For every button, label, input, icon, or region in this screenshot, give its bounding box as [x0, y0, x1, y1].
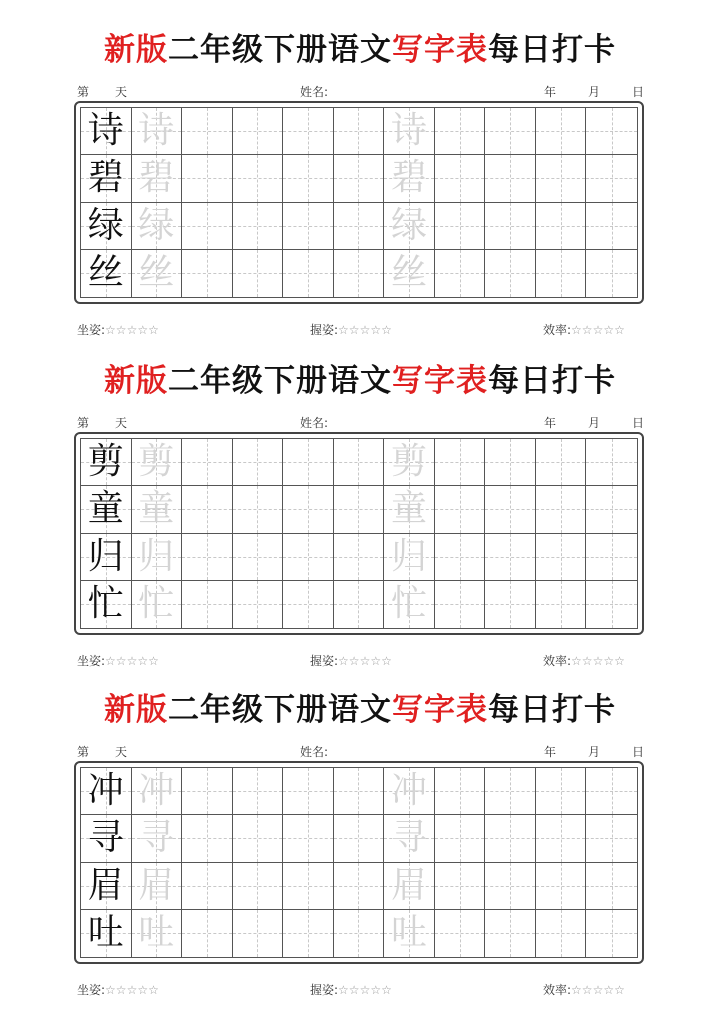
trace-character: 碧	[391, 157, 428, 199]
trace-character: 眉	[391, 864, 428, 906]
grid-cell[interactable]	[485, 581, 536, 628]
grid-cell[interactable]	[81, 486, 132, 533]
grid-cell[interactable]	[536, 439, 587, 486]
grid-cell[interactable]	[182, 486, 233, 533]
trace-character: 寻	[138, 817, 175, 859]
grid-cell[interactable]	[435, 439, 486, 486]
trace-character: 归	[391, 535, 428, 577]
grid-cell[interactable]	[233, 108, 284, 155]
grid-cell[interactable]	[435, 155, 486, 202]
grid-cell[interactable]	[132, 815, 183, 862]
title-part-grade: 二年级下册语文	[168, 692, 392, 728]
model-character: 童	[87, 488, 124, 530]
grid-cell[interactable]	[233, 581, 284, 628]
month-label: 月	[588, 745, 601, 759]
grid-cell[interactable]	[81, 768, 132, 815]
grid-cell[interactable]	[283, 910, 334, 957]
trace-character: 丝	[138, 252, 175, 294]
grid-cell[interactable]	[485, 250, 536, 297]
posture-stars[interactable]: ☆☆☆☆☆	[105, 323, 159, 337]
worksheet-title	[0, 30, 720, 70]
day-suffix: 天	[115, 416, 128, 430]
trace-character: 吐	[391, 912, 428, 954]
grid-cell[interactable]	[536, 534, 587, 581]
grid-cell[interactable]	[283, 155, 334, 202]
date-label	[544, 743, 644, 760]
grid-cell[interactable]	[586, 534, 637, 581]
trace-character: 吐	[138, 912, 175, 954]
posture-label: 坐姿:	[77, 654, 106, 668]
grid-cell[interactable]	[586, 486, 637, 533]
grid-cell[interactable]	[435, 250, 486, 297]
grid-cell[interactable]	[586, 768, 637, 815]
grid-cell[interactable]	[536, 863, 587, 910]
posture-rating	[77, 321, 159, 338]
grid-cell[interactable]	[384, 203, 435, 250]
writing-grid	[74, 432, 644, 635]
trace-character: 诗	[391, 110, 428, 152]
grid-cell[interactable]	[132, 581, 183, 628]
grid-cell[interactable]	[586, 581, 637, 628]
day-prefix: 第	[77, 85, 90, 99]
grid-cell[interactable]	[283, 815, 334, 862]
day-prefix: 第	[77, 745, 90, 759]
grid-cell[interactable]	[384, 250, 435, 297]
grid-cell[interactable]	[485, 439, 536, 486]
grid-cell[interactable]	[233, 910, 284, 957]
grid-cell[interactable]	[536, 155, 587, 202]
grid-cell[interactable]	[384, 486, 435, 533]
grid-cell[interactable]	[435, 815, 486, 862]
grid-cell[interactable]	[283, 534, 334, 581]
grid-cell[interactable]	[536, 768, 587, 815]
title-part-new: 新版	[104, 363, 168, 399]
grid-cell[interactable]	[334, 815, 385, 862]
grid-cell[interactable]	[81, 815, 132, 862]
efficiency-stars[interactable]: ☆☆☆☆☆	[571, 983, 625, 997]
grid-cell[interactable]	[132, 910, 183, 957]
grip-label: 握姿:	[310, 323, 339, 337]
grid-cell[interactable]	[81, 155, 132, 202]
name-label: 姓名:	[300, 85, 329, 99]
month-label: 月	[588, 85, 601, 99]
name-label: 姓名:	[300, 416, 329, 430]
date-label	[544, 83, 644, 100]
model-character: 剪	[87, 441, 124, 483]
title-part-checkin: 每日打卡	[488, 692, 616, 728]
trace-character: 冲	[138, 770, 175, 812]
grid-cell[interactable]	[182, 108, 233, 155]
model-character: 归	[87, 535, 124, 577]
model-character: 眉	[87, 864, 124, 906]
grid-cell[interactable]	[384, 863, 435, 910]
trace-character: 忙	[138, 583, 175, 625]
title-part-grade: 二年级下册语文	[168, 32, 392, 68]
grid-cell[interactable]	[283, 108, 334, 155]
grid-cell[interactable]	[182, 863, 233, 910]
grid-cell[interactable]	[586, 439, 637, 486]
grid-cell[interactable]	[586, 250, 637, 297]
grid-cell[interactable]	[536, 486, 587, 533]
grid-cell[interactable]	[283, 486, 334, 533]
grid-cell[interactable]	[182, 910, 233, 957]
model-character: 寻	[87, 817, 124, 859]
grid-cell[interactable]	[435, 910, 486, 957]
grid-cell[interactable]	[384, 815, 435, 862]
grid-cell[interactable]	[485, 534, 536, 581]
grid-cell[interactable]	[334, 250, 385, 297]
posture-stars[interactable]: ☆☆☆☆☆	[105, 983, 159, 997]
trace-character: 绿	[138, 204, 175, 246]
title-part-checkin: 每日打卡	[488, 32, 616, 68]
grid-cell[interactable]	[435, 534, 486, 581]
grid-cell[interactable]	[81, 108, 132, 155]
model-character: 忙	[87, 583, 124, 625]
grid-cell[interactable]	[132, 768, 183, 815]
grid-cell[interactable]	[334, 768, 385, 815]
worksheet-title	[0, 690, 720, 730]
grid-cell[interactable]	[182, 155, 233, 202]
grid-cell[interactable]	[536, 203, 587, 250]
grid-cell[interactable]	[435, 768, 486, 815]
grid-cell[interactable]	[334, 910, 385, 957]
grid-cell[interactable]	[283, 439, 334, 486]
trace-character: 眉	[138, 864, 175, 906]
grid-cell[interactable]	[586, 155, 637, 202]
posture-stars[interactable]: ☆☆☆☆☆	[105, 654, 159, 668]
grid-cell[interactable]	[233, 203, 284, 250]
title-part-table: 写字表	[392, 692, 488, 728]
grid-cell[interactable]	[435, 203, 486, 250]
grid-cell[interactable]	[384, 108, 435, 155]
efficiency-rating	[543, 652, 625, 669]
grid-cell[interactable]	[233, 155, 284, 202]
date-day-label: 日	[632, 416, 645, 430]
grid-cell[interactable]	[485, 486, 536, 533]
grid-cell[interactable]	[334, 108, 385, 155]
grid-cell[interactable]	[586, 108, 637, 155]
model-character: 绿	[87, 204, 124, 246]
trace-character: 剪	[138, 441, 175, 483]
grid-cell[interactable]	[536, 910, 587, 957]
grid-cells	[80, 767, 638, 958]
trace-character: 童	[138, 488, 175, 530]
efficiency-label: 效率:	[543, 983, 572, 997]
grid-cell[interactable]	[81, 534, 132, 581]
grid-cell[interactable]	[485, 815, 536, 862]
grid-cell[interactable]	[81, 581, 132, 628]
grid-cell[interactable]	[132, 863, 183, 910]
day-label	[77, 743, 127, 760]
grid-cell[interactable]	[334, 203, 385, 250]
grid-cell[interactable]	[132, 439, 183, 486]
grid-cell[interactable]	[283, 581, 334, 628]
year-label: 年	[544, 85, 557, 99]
grid-cell[interactable]	[132, 250, 183, 297]
grid-cell[interactable]	[233, 439, 284, 486]
trace-character: 寻	[391, 817, 428, 859]
grid-cell[interactable]	[485, 768, 536, 815]
grid-cell[interactable]	[182, 768, 233, 815]
grid-cell[interactable]	[334, 155, 385, 202]
grid-cell[interactable]	[233, 534, 284, 581]
model-character: 吐	[87, 912, 124, 954]
grid-cell[interactable]	[334, 439, 385, 486]
grid-cell[interactable]	[81, 439, 132, 486]
year-label: 年	[544, 745, 557, 759]
grid-cell[interactable]	[81, 203, 132, 250]
grid-cell[interactable]	[182, 250, 233, 297]
grid-cell[interactable]	[586, 863, 637, 910]
grip-label: 握姿:	[310, 654, 339, 668]
day-label	[77, 414, 127, 431]
grid-cell[interactable]	[334, 486, 385, 533]
grid-cell[interactable]	[233, 768, 284, 815]
grid-cell[interactable]	[485, 203, 536, 250]
grid-cell[interactable]	[182, 581, 233, 628]
grip-rating	[310, 981, 392, 998]
grid-cell[interactable]	[233, 486, 284, 533]
writing-grid	[74, 101, 644, 304]
trace-character: 剪	[391, 441, 428, 483]
grid-cell[interactable]	[536, 815, 587, 862]
grid-cell[interactable]	[536, 108, 587, 155]
grid-cell[interactable]	[132, 534, 183, 581]
month-label: 月	[588, 416, 601, 430]
writing-grid	[74, 761, 644, 964]
posture-rating	[77, 652, 159, 669]
grid-cell[interactable]	[182, 534, 233, 581]
grid-cell[interactable]	[132, 108, 183, 155]
grid-cell[interactable]	[132, 203, 183, 250]
trace-character: 归	[138, 535, 175, 577]
grid-cell[interactable]	[435, 581, 486, 628]
grid-cell[interactable]	[384, 581, 435, 628]
grid-cell[interactable]	[81, 910, 132, 957]
grid-cell[interactable]	[536, 250, 587, 297]
grid-cell[interactable]	[435, 108, 486, 155]
grid-cell[interactable]	[485, 108, 536, 155]
grid-cell[interactable]	[81, 250, 132, 297]
grid-cell[interactable]	[233, 250, 284, 297]
date-label	[544, 414, 644, 431]
grid-cells	[80, 438, 638, 629]
title-part-checkin: 每日打卡	[488, 363, 616, 399]
efficiency-label: 效率:	[543, 323, 572, 337]
grid-cell[interactable]	[586, 203, 637, 250]
grid-cell[interactable]	[132, 155, 183, 202]
model-character: 丝	[87, 252, 124, 294]
posture-rating	[77, 981, 159, 998]
title-part-new: 新版	[104, 32, 168, 68]
grip-stars[interactable]: ☆☆☆☆☆	[338, 323, 392, 337]
trace-character: 丝	[391, 252, 428, 294]
title-part-new: 新版	[104, 692, 168, 728]
efficiency-stars[interactable]: ☆☆☆☆☆	[571, 323, 625, 337]
date-day-label: 日	[632, 745, 645, 759]
day-suffix: 天	[115, 85, 128, 99]
grid-cells	[80, 107, 638, 298]
grid-cell[interactable]	[485, 155, 536, 202]
trace-character: 冲	[391, 770, 428, 812]
grid-cell[interactable]	[334, 534, 385, 581]
model-character: 冲	[87, 770, 124, 812]
grid-cell[interactable]	[384, 768, 435, 815]
day-prefix: 第	[77, 416, 90, 430]
grid-cell[interactable]	[586, 910, 637, 957]
day-label	[77, 83, 127, 100]
grid-cell[interactable]	[384, 534, 435, 581]
title-part-table: 写字表	[392, 363, 488, 399]
date-day-label: 日	[632, 85, 645, 99]
grid-cell[interactable]	[81, 863, 132, 910]
posture-label: 坐姿:	[77, 983, 106, 997]
grid-cell[interactable]	[132, 486, 183, 533]
year-label: 年	[544, 416, 557, 430]
model-character: 诗	[87, 110, 124, 152]
trace-character: 绿	[391, 204, 428, 246]
day-suffix: 天	[115, 745, 128, 759]
grip-label: 握姿:	[310, 983, 339, 997]
grid-cell[interactable]	[283, 863, 334, 910]
grid-cell[interactable]	[435, 486, 486, 533]
efficiency-rating	[543, 981, 625, 998]
grid-cell[interactable]	[435, 863, 486, 910]
grid-cell[interactable]	[283, 203, 334, 250]
model-character: 碧	[87, 157, 124, 199]
grid-cell[interactable]	[182, 815, 233, 862]
grid-cell[interactable]	[586, 815, 637, 862]
grid-cell[interactable]	[384, 155, 435, 202]
grip-rating	[310, 321, 392, 338]
grid-cell[interactable]	[485, 863, 536, 910]
grid-cell[interactable]	[334, 581, 385, 628]
grip-stars[interactable]: ☆☆☆☆☆	[338, 983, 392, 997]
name-label: 姓名:	[300, 745, 329, 759]
grid-cell[interactable]	[283, 250, 334, 297]
grid-cell[interactable]	[334, 863, 385, 910]
grid-cell[interactable]	[233, 863, 284, 910]
title-part-grade: 二年级下册语文	[168, 363, 392, 399]
efficiency-label: 效率:	[543, 654, 572, 668]
grid-cell[interactable]	[182, 439, 233, 486]
grip-stars[interactable]: ☆☆☆☆☆	[338, 654, 392, 668]
efficiency-rating	[543, 321, 625, 338]
grip-rating	[310, 652, 392, 669]
grid-cell[interactable]	[233, 815, 284, 862]
posture-label: 坐姿:	[77, 323, 106, 337]
trace-character: 碧	[138, 157, 175, 199]
grid-cell[interactable]	[384, 910, 435, 957]
grid-cell[interactable]	[283, 768, 334, 815]
grid-cell[interactable]	[182, 203, 233, 250]
trace-character: 童	[391, 488, 428, 530]
trace-character: 忙	[391, 583, 428, 625]
title-part-table: 写字表	[392, 32, 488, 68]
efficiency-stars[interactable]: ☆☆☆☆☆	[571, 654, 625, 668]
worksheet-title	[0, 361, 720, 401]
trace-character: 诗	[138, 110, 175, 152]
grid-cell[interactable]	[384, 439, 435, 486]
grid-cell[interactable]	[485, 910, 536, 957]
grid-cell[interactable]	[536, 581, 587, 628]
